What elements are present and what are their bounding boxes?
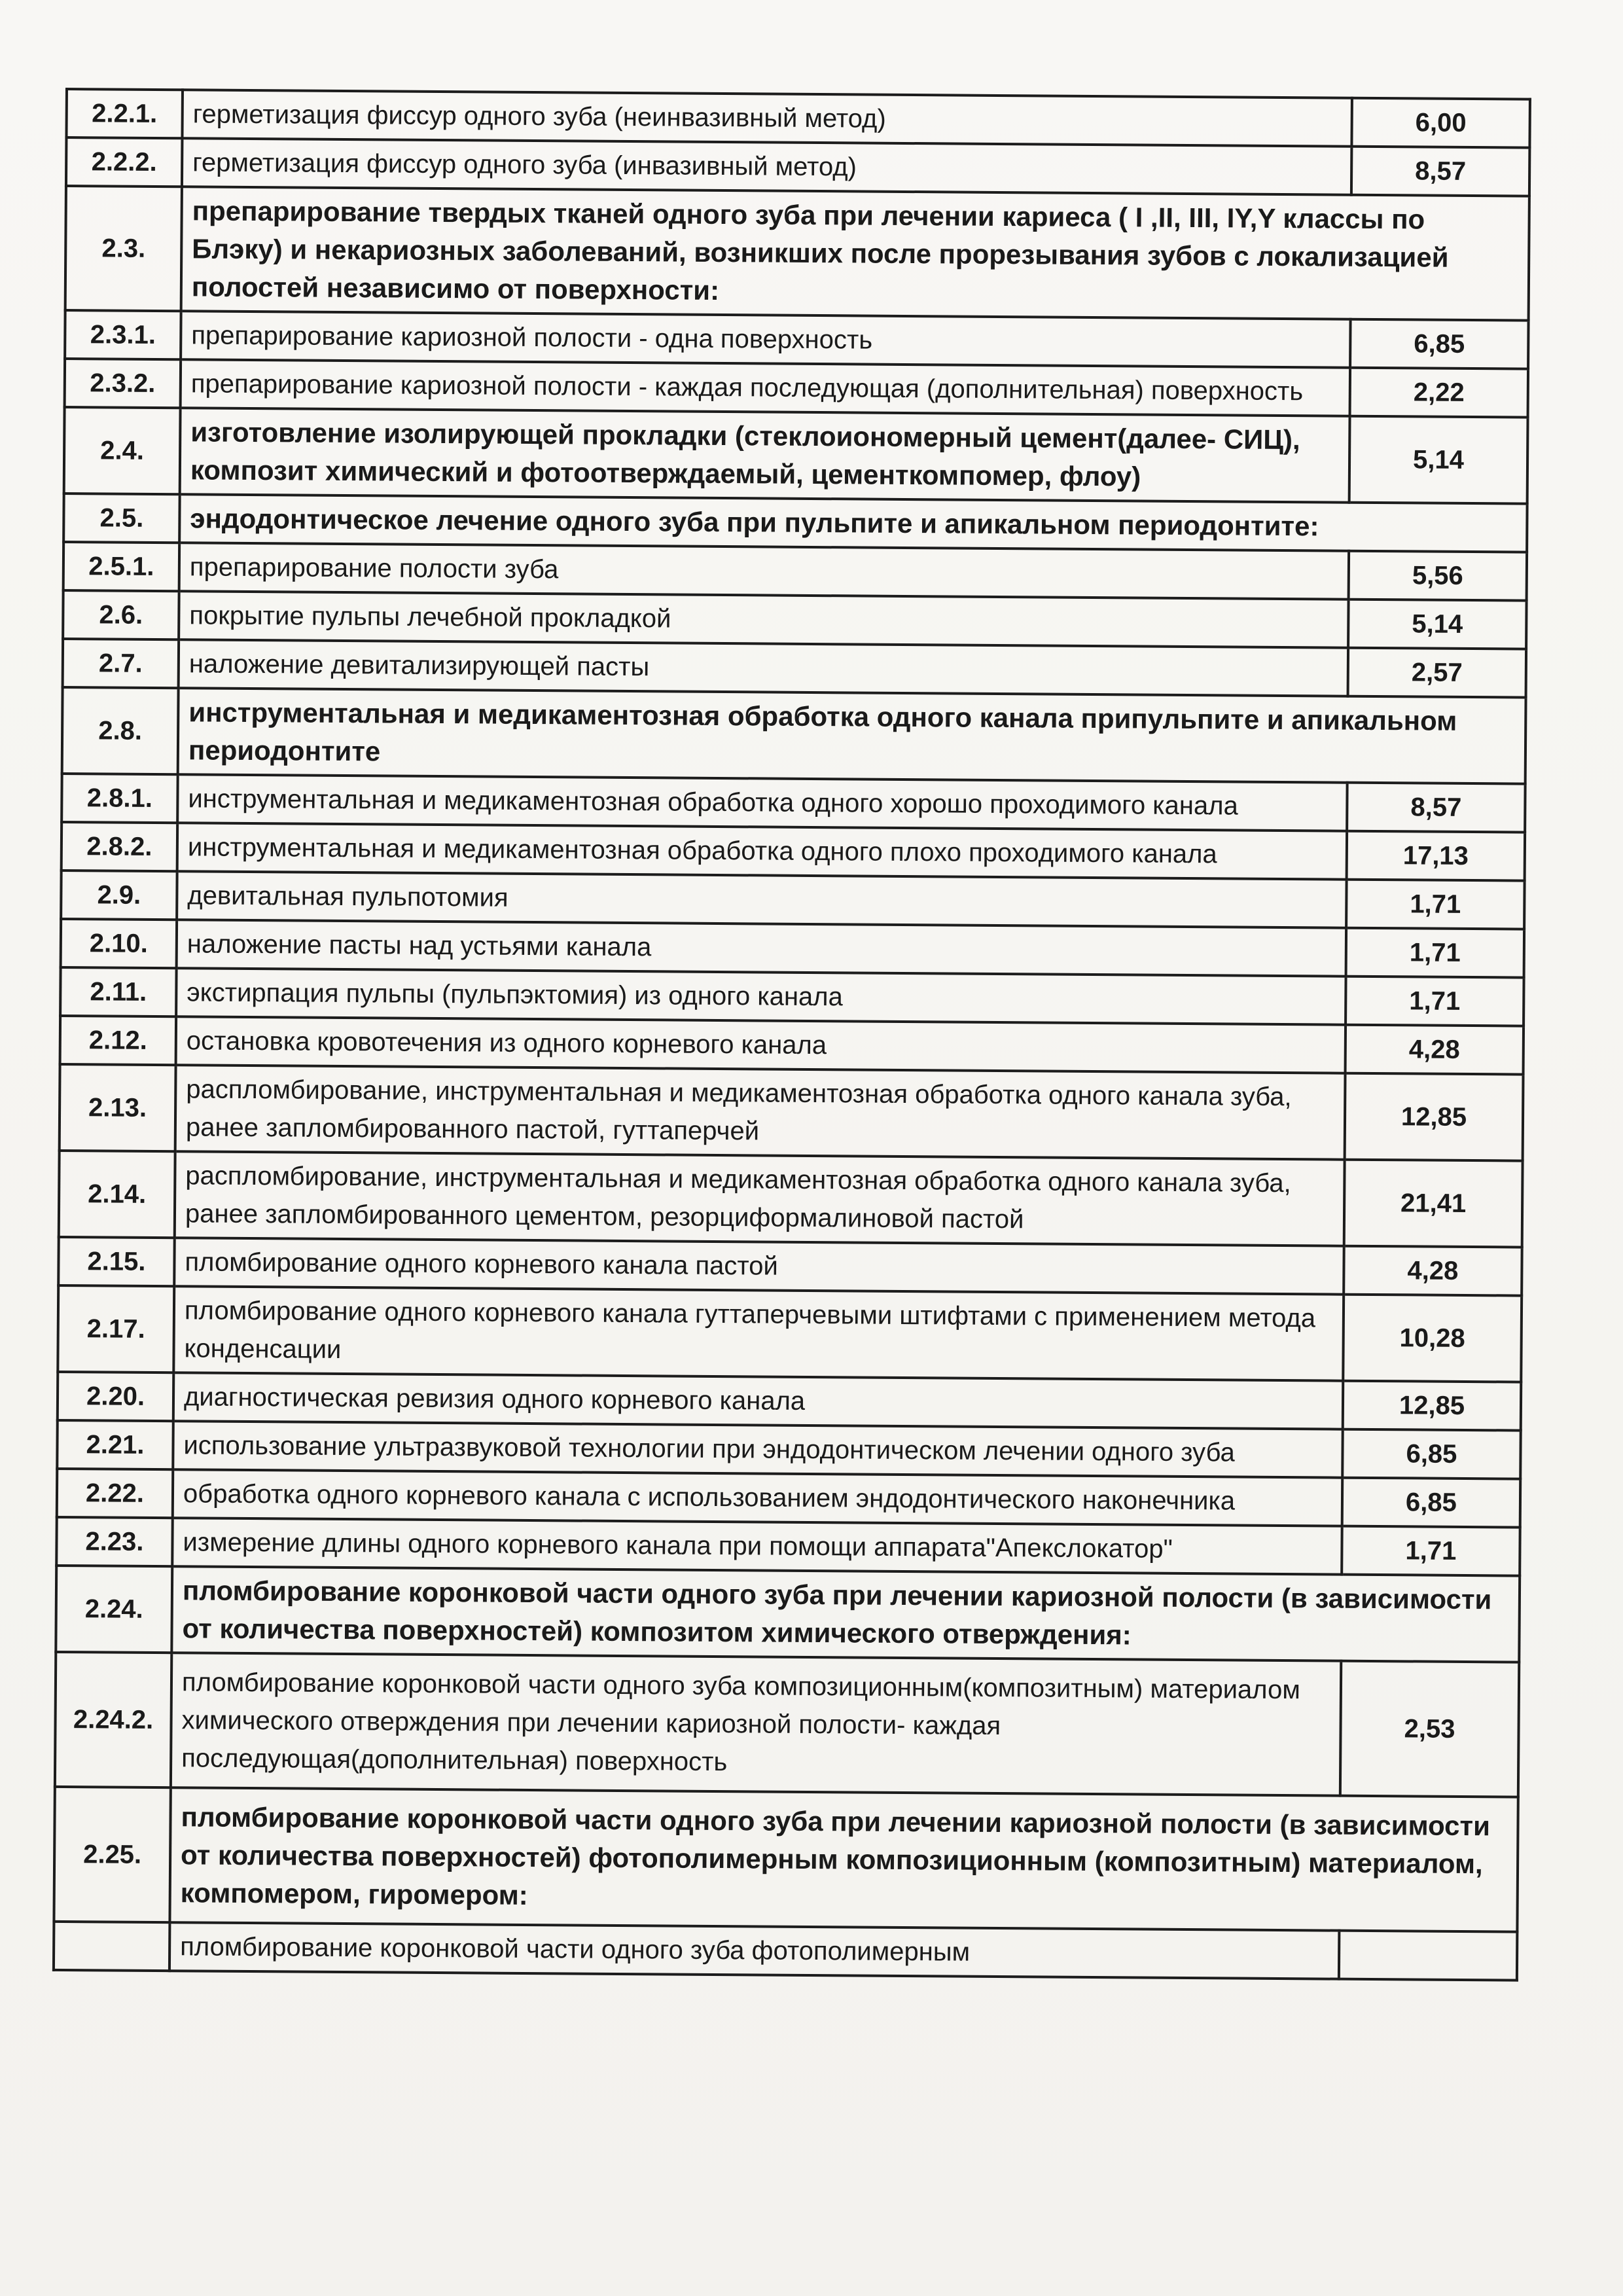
item-code: 2.2.2. [66,137,183,187]
price-table-body [54,89,1530,1981]
item-price: 8,57 [1351,147,1530,196]
item-price: 21,41 [1344,1160,1523,1247]
item-description: наложение пасты над устьями канала [177,920,1346,976]
item-description: эндодонтическое лечение одного зуба при пульпите и апикальном периодонтите: [179,494,1527,552]
item-code: 2.10. [61,919,177,968]
item-code: 2.9. [61,870,177,920]
table-row [58,1285,1522,1382]
item-price: 5,14 [1348,600,1527,649]
item-code: 2.8.1. [62,774,178,823]
item-description: препарирование кариозной полости - каждая последующая (дополнительная) поверхность [181,359,1350,416]
item-price: 6,85 [1342,1429,1521,1479]
item-price [1339,1931,1518,1981]
item-price: 4,28 [1346,1025,1524,1075]
item-code: 2.22. [57,1469,173,1518]
item-code [54,1922,170,1971]
item-description: инструментальная и медикаментозная обработка одного хорошо проходимого канала [177,774,1347,831]
item-code: 2.5.1. [63,542,180,591]
item-price: 8,57 [1347,783,1525,833]
item-price: 2,22 [1350,368,1529,418]
table-row [54,1922,1517,1981]
item-price: 2,57 [1348,648,1527,698]
item-description: наложение девитализирующей пасты [179,639,1348,696]
item-code: 2.20. [58,1372,174,1421]
item-code: 2.6. [63,590,179,639]
item-description: пломбирование коронковой части одного зуба фотополимерным [169,1922,1339,1979]
item-description: обработка одного корневого канала с использованием эндодонтического наконечника [173,1469,1342,1526]
item-description: пломбирование одного корневого канала гуттаперчевыми штифтами с применением метода конденсации [173,1286,1344,1380]
item-price: 5,56 [1349,551,1527,601]
item-code: 2.17. [58,1285,174,1372]
table-row [64,407,1528,504]
item-price: 12,85 [1343,1381,1522,1431]
item-code: 2.13. [60,1064,176,1151]
item-description: герметизация фиссур одного зуба (неинвазивный метод) [182,90,1351,146]
item-code: 2.15. [58,1237,175,1286]
item-code: 2.24. [56,1566,172,1653]
item-price: 6,85 [1350,319,1529,369]
item-price: 1,71 [1346,880,1525,929]
item-price: 10,28 [1343,1295,1522,1382]
item-price: 2,53 [1340,1661,1519,1797]
item-code: 2.8.2. [62,822,178,871]
item-code: 2.14. [59,1151,175,1238]
item-description: пломбирование одного корневого канала пастой [174,1238,1344,1294]
table-row [56,1566,1520,1662]
item-code: 2.4. [64,407,181,494]
item-description: девитальная пульпотомия [177,871,1346,927]
item-description: пломбирование коронковой части одного зуба при лечении кариозной полости (в зависимости от количества поверхностей) композитом химического отверждения: [171,1566,1520,1662]
item-description: инструментальная и медикаментозная обработка одного плохо проходимого канала [177,823,1347,879]
item-description: изготовление изолирующей прокладки (стеклоиономерный цемент(далее- СИЦ), композит химический и фотоотверждаемый, цементкомпомер, флоу) [180,408,1350,502]
item-price: 1,71 [1346,928,1525,978]
item-description: измерение длины одного корневого канала при помощи аппарата"Апекслокатор" [172,1518,1342,1574]
table-row [65,186,1529,321]
item-code: 2.8. [62,687,179,774]
item-price: 6,00 [1351,98,1530,148]
item-code: 2.3. [65,186,182,311]
item-description: инструментальная и медикаментозная обработка одного канала припульпите и апикальном периодонтите [178,688,1526,783]
item-description: препарирование твердых тканей одного зуба при лечении кариеса ( I ,II, III, IY,Y классы по Блэку) и некариозных заболеваний, возникших после прорезывания зубов с локализацией полостей независимо от поверхности: [181,187,1529,320]
item-description: покрытие пульпы лечебной прокладкой [179,591,1348,647]
item-price: 1,71 [1346,977,1524,1026]
table-row [55,1652,1519,1797]
item-price: 5,14 [1349,416,1528,504]
item-code: 2.25. [54,1787,170,1922]
item-code: 2.7. [63,639,179,688]
item-price: 6,85 [1342,1478,1521,1528]
item-description: герметизация фиссур одного зуба (инвазивный метод) [182,138,1351,194]
item-code: 2.5. [63,493,180,543]
item-description: распломбирование, инструментальная и медикаментозная обработка одного канала зуба, ранее запломбированного пастой, гуттаперчей [175,1065,1346,1159]
item-code: 2.3.1. [65,310,181,359]
table-row [54,1787,1518,1932]
item-price: 4,28 [1344,1246,1522,1296]
item-description: препарирование полости зуба [179,543,1349,599]
item-description: остановка кровотечения из одного корневого канала [176,1016,1346,1073]
item-description: использование ультразвуковой технологии при эндодонтическом лечении одного зуба [173,1421,1342,1477]
item-code: 2.23. [56,1517,173,1566]
item-price: 17,13 [1347,831,1525,881]
item-code: 2.24.2. [55,1652,171,1787]
item-code: 2.21. [57,1420,173,1469]
item-description: пломбирование коронковой части одного зуба композиционным(композитным) материалом химического отверждения при лечении кариозной полости- каждая последующая(дополнительная) поверхность [171,1653,1341,1795]
item-description: препарирование кариозной полости - одна поверхность [181,311,1350,367]
table-row [62,687,1526,784]
price-table [52,88,1531,1982]
item-description: распломбирование, инструментальная и медикаментозная обработка одного канала зуба, ранее запломбированного цементом, резорциформалиновой пастой [175,1151,1345,1246]
table-row [60,1064,1524,1161]
item-description: экстирпация пульпы (пульпэктомия) из одного канала [176,968,1346,1024]
item-code: 2.3.2. [65,359,181,408]
table-row [59,1151,1523,1247]
item-code: 2.12. [60,1016,177,1065]
item-price: 1,71 [1342,1526,1520,1576]
item-price: 12,85 [1345,1073,1524,1161]
item-description: диагностическая ревизия одного корневого канала [173,1372,1343,1429]
item-description: пломбирование коронковой части одного зуба при лечении кариозной полости (в зависимости от количества поверхностей) фотополимерным композиционным (композитным) материалом, компомером, гиромером: [169,1787,1518,1931]
item-code: 2.2.1. [66,89,183,138]
item-code: 2.11. [60,967,177,1016]
